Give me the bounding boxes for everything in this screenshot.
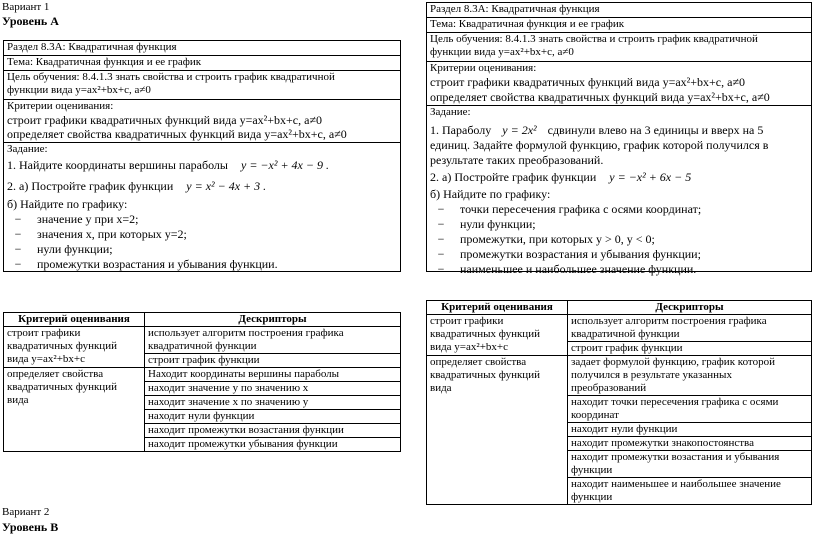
dash-bullet: − xyxy=(14,212,22,226)
criterion-cell: определяет свойства квадратичных функций вида xyxy=(4,368,145,452)
left-items-list xyxy=(7,212,397,272)
right-criteria-2: определяет свойства квадратичных функций вида y=ax²+bx+c, a≠0 xyxy=(430,90,770,104)
descriptor-cell: находит промежутки возастания функции xyxy=(145,424,401,438)
right-task xyxy=(427,106,811,277)
dash-bullet: − xyxy=(437,217,445,231)
variant-2-label: Вариант 2 xyxy=(2,506,50,518)
dash-bullet: − xyxy=(14,227,22,241)
dash-bullet: − xyxy=(437,247,445,261)
list-item xyxy=(430,232,808,247)
table-row xyxy=(4,327,401,354)
right-task-2b: б) Найдите по графику: xyxy=(430,187,551,201)
right-section: Раздел 8.3A: Квадратичная функция xyxy=(427,3,811,18)
left-section: Раздел 8.3A: Квадратичная функция xyxy=(4,41,400,56)
descriptor-cell: использует алгоритм построения графика квадратичной функции xyxy=(568,315,812,342)
descriptor-cell: находит наименьшее и наибольшее значение функции xyxy=(568,478,812,505)
right-task-1-line2: единиц. Задайте формулой функцию, график которой получился в xyxy=(430,138,769,152)
criterion-cell: строит графики квадратичных функций вида y=ax²+bx+c xyxy=(427,315,568,356)
header-descriptors: Дескрипторы xyxy=(568,301,812,315)
list-item-text: значение y при x=2; xyxy=(37,212,139,226)
right-criteria-label: Критерии оценивания: xyxy=(430,62,537,74)
right-task-2a xyxy=(430,170,808,185)
dash-bullet: − xyxy=(14,257,22,271)
left-goal-line1: Цель обучения: 8.4.1.3 знать свойства и строить график квадратичной xyxy=(7,71,335,83)
descriptor-cell: находит значение y по значению x xyxy=(145,382,401,396)
left-criteria-table xyxy=(3,312,401,452)
descriptor-cell: Находит координаты вершины параболы xyxy=(145,368,401,382)
left-task-2b: б) Найдите по графику: xyxy=(7,197,128,211)
list-item xyxy=(7,257,397,272)
right-goal-line1: Цель обучения: 8.4.1.3 знать свойства и строить график квадратичной xyxy=(430,33,758,45)
header-criterion: Критерий оценивания xyxy=(427,301,568,315)
right-task-1-formula: y = 2x² xyxy=(502,123,537,137)
dash-bullet: − xyxy=(14,242,22,256)
right-task-label: Задание: xyxy=(430,106,471,118)
list-item xyxy=(430,247,808,262)
list-item-text: промежутки возрастания и убывания функции. xyxy=(37,257,278,271)
left-task-1-text: 1. Найдите координаты вершины параболы xyxy=(7,158,228,172)
left-criteria-label: Критерии оценивания: xyxy=(7,100,114,112)
right-task-1-text: 1. Параболу xyxy=(430,123,492,137)
dash-bullet: − xyxy=(437,232,445,246)
left-task-2a-formula: y = x² − 4x + 3 . xyxy=(186,179,267,193)
left-topic: Тема: Квадратичная функция и ее график xyxy=(4,56,400,71)
left-task-1-formula: y = −x² + 4x − 9 . xyxy=(241,158,329,172)
right-criteria-1: строит графики квадратичных функций вида y=ax²+bx+c, a≠0 xyxy=(430,75,746,89)
list-item-text: точки пересечения графика с осями координат; xyxy=(460,202,702,216)
dash-bullet: − xyxy=(437,262,445,276)
list-item-text: наименьшее и наибольшее значение функции. xyxy=(460,262,697,276)
descriptor-cell: находит промежутки знакопостоянства xyxy=(568,437,812,451)
level-b-label: Уровень В xyxy=(2,520,59,534)
list-item xyxy=(7,212,397,227)
descriptor-cell: находит промежутки убывания функции xyxy=(145,438,401,452)
right-goal xyxy=(427,33,811,62)
left-info-box xyxy=(3,40,401,272)
table-row xyxy=(427,315,812,342)
descriptor-cell: находит нули функции xyxy=(145,410,401,424)
table-row xyxy=(4,368,401,382)
header-descriptors: Дескрипторы xyxy=(145,313,401,327)
left-criteria-1: строит графики квадратичных функций вида y=ax²+bx+c, a≠0 xyxy=(7,113,323,127)
right-task-1-shift: сдвинули влево на 3 единицы и вверх на 5 xyxy=(547,123,764,137)
descriptor-cell: использует алгоритм построения графика квадратичной функции xyxy=(145,327,401,354)
level-a-label: Уровень А xyxy=(2,14,59,28)
dash-bullet: − xyxy=(437,202,445,216)
variant-1-label: Вариант 1 xyxy=(2,1,50,13)
table-header-row xyxy=(4,313,401,327)
list-item-text: промежутки, при которых y > 0, y < 0; xyxy=(460,232,655,246)
right-criteria-table xyxy=(426,300,812,505)
criterion-cell: определяет свойства квадратичных функций вида xyxy=(427,356,568,505)
left-criteria xyxy=(4,100,400,143)
header-criterion: Критерий оценивания xyxy=(4,313,145,327)
left-criteria-2: определяет свойства квадратичных функций вида y=ax²+bx+c, a≠0 xyxy=(7,127,347,141)
descriptor-cell: задает формулой функцию, график которой получился в результате указанных преобразований xyxy=(568,356,812,396)
right-task-1-line3: результате таких преобразований. xyxy=(430,153,604,167)
list-item-text: нули функции; xyxy=(460,217,536,231)
descriptor-cell: находит значение x по значению y xyxy=(145,396,401,410)
right-task-1 xyxy=(430,123,808,138)
left-goal xyxy=(4,71,400,100)
list-item xyxy=(430,217,808,232)
right-info-box xyxy=(426,2,812,276)
list-item xyxy=(7,242,397,257)
table-header-row xyxy=(427,301,812,315)
criterion-cell: строит графики квадратичных функций вида y=ax²+bx+c xyxy=(4,327,145,368)
left-task-label: Задание: xyxy=(7,143,48,155)
table-row xyxy=(427,356,812,396)
left-task-1 xyxy=(7,158,397,173)
right-criteria xyxy=(427,62,811,106)
list-item xyxy=(7,227,397,242)
left-goal-line2: функции вида y=ax²+bx+c, a≠0 xyxy=(7,84,151,96)
descriptor-cell: строит график функции xyxy=(145,354,401,368)
right-task-2a-text: 2. а) Постройте график функции xyxy=(430,170,597,184)
right-topic: Тема: Квадратичная функция и ее график xyxy=(427,18,811,33)
list-item-text: промежутки возрастания и убывания функции; xyxy=(460,247,701,261)
list-item-text: нули функции; xyxy=(37,242,113,256)
right-task-2a-formula: y = −x² + 6x − 5 xyxy=(609,170,692,184)
descriptor-cell: находит нули функции xyxy=(568,423,812,437)
left-task-2a-text: 2. а) Постройте график функции xyxy=(7,179,174,193)
descriptor-cell: находит промежутки возастания и убывания функции xyxy=(568,451,812,478)
descriptor-cell: находит точки пересечения графика с осями координат xyxy=(568,396,812,423)
list-item xyxy=(430,202,808,217)
left-task-2a xyxy=(7,179,397,194)
right-goal-line2: функции вида y=ax²+bx+c, a≠0 xyxy=(430,46,574,58)
left-task xyxy=(4,143,400,272)
list-item xyxy=(430,262,808,277)
right-items-list xyxy=(430,202,808,277)
descriptor-cell: строит график функции xyxy=(568,342,812,356)
list-item-text: значения x, при которых y=2; xyxy=(37,227,187,241)
